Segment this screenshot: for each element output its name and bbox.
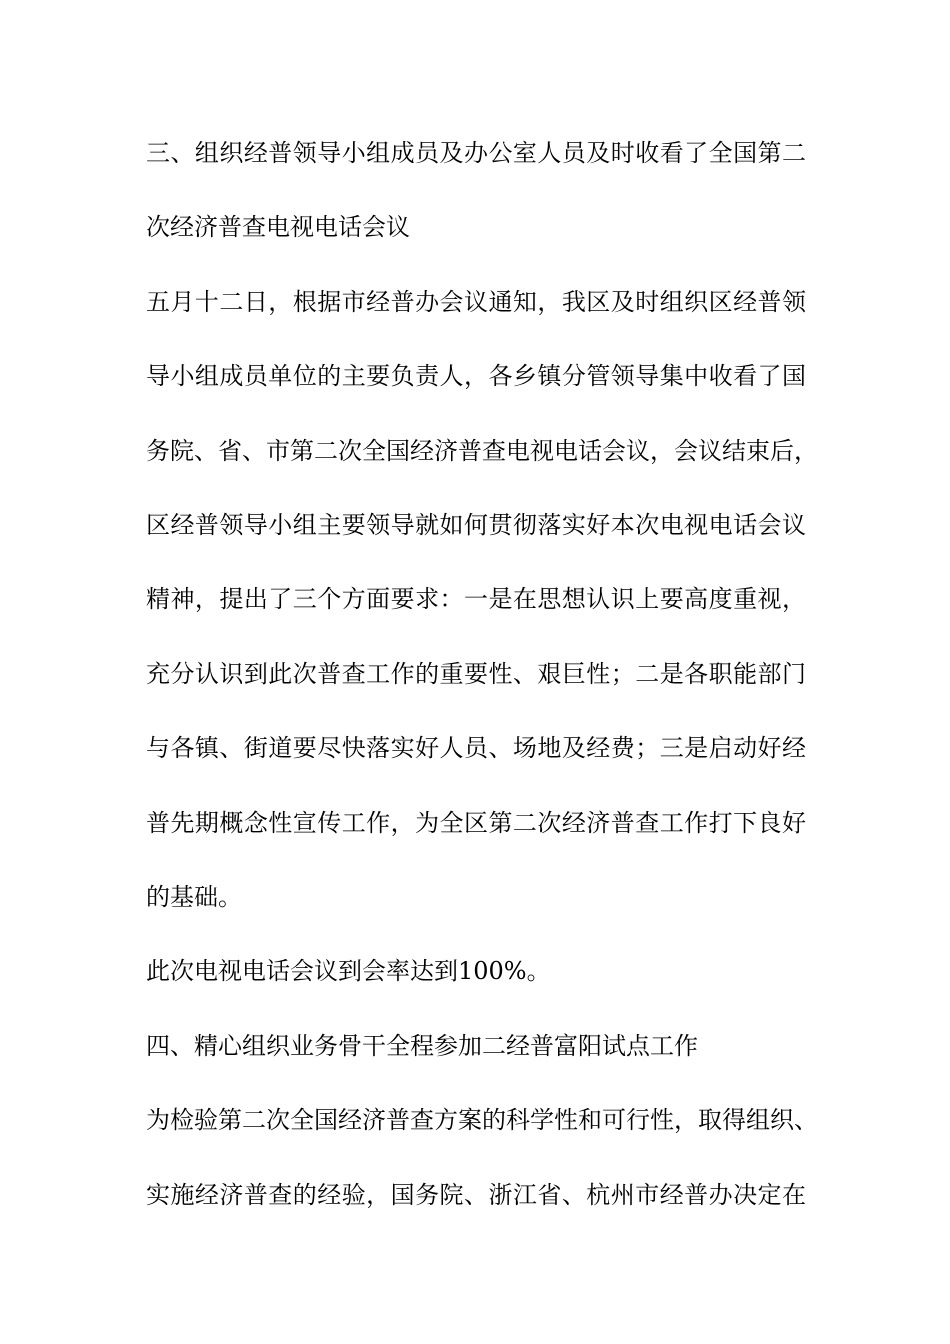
paragraph-line: 的基础。 [146,883,242,911]
paragraph-line: 精神，提出了三个方面要求：一是在思想认识上要高度重视， [146,585,806,613]
heading-section-three-line-2: 次经济普查电视电话会议 [146,213,410,241]
paragraph-line: 充分认识到此次普查工作的重要性、艰巨性；二是各职能部门 [146,660,806,688]
heading-section-four: 四、精心组织业务骨干全程参加二经普富阳试点工作 [146,1032,698,1060]
paragraph-line: 与各镇、街道要尽快落实好人员、场地及经费；三是启动好经 [146,734,806,762]
attendance-rate-line: 此次电视电话会议到会率达到100%。 [146,957,551,985]
heading-section-three-line-1: 三、组织经普领导小组成员及办公室人员及时收看了全国第二 [146,139,806,167]
paragraph-line: 五月十二日，根据市经普办会议通知，我区及时组织区经普领 [146,288,806,316]
paragraph-line: 区经普领导小组主要领导就如何贯彻落实好本次电视电话会议 [146,511,806,539]
paragraph-line: 普先期概念性宣传工作，为全区第二次经济普查工作打下良好 [146,809,806,837]
paragraph-line: 务院、省、市第二次全国经济普查电视电话会议，会议结束后， [146,437,818,465]
paragraph-line: 为检验第二次全国经济普查方案的科学性和可行性，取得组织、 [146,1106,818,1134]
paragraph-line: 导小组成员单位的主要负责人，各乡镇分管领导集中收看了国 [146,362,806,390]
paragraph-line: 实施经济普查的经验，国务院、浙江省、杭州市经普办决定在 [146,1181,806,1209]
